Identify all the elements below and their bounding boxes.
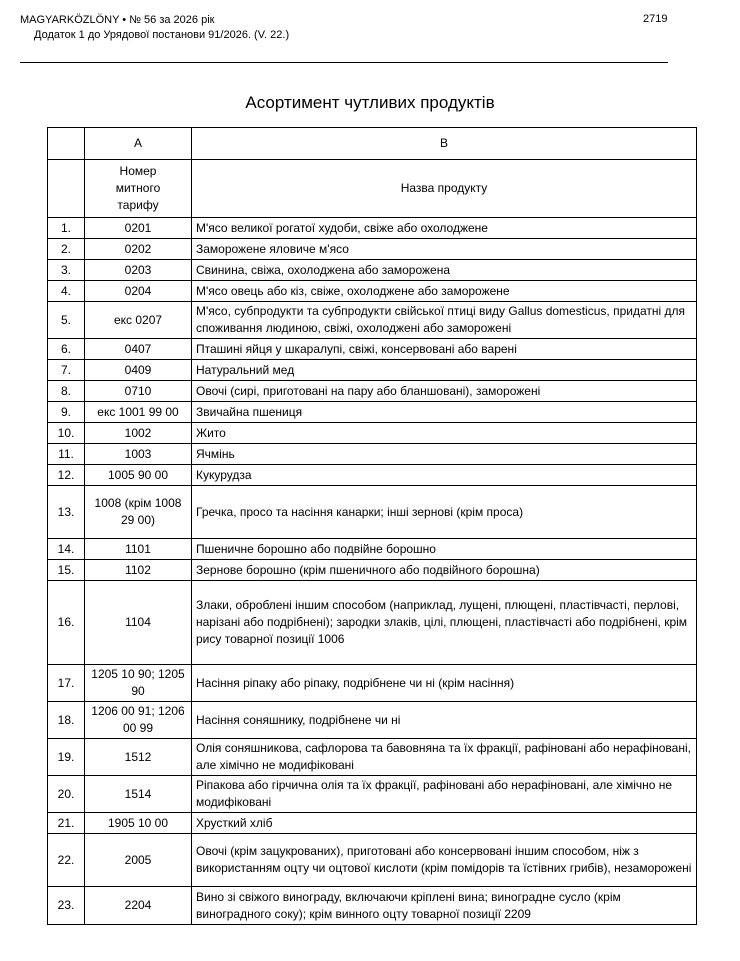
products-table bbox=[47, 127, 697, 925]
product-name: Насіння соняшнику, подрібнене чи ні bbox=[192, 702, 697, 739]
row-number: 23. bbox=[48, 887, 85, 925]
page-number: 2719 bbox=[643, 13, 668, 25]
tariff-code: 2005 bbox=[85, 834, 192, 887]
table-row bbox=[48, 560, 697, 581]
tariff-code: 1104 bbox=[85, 581, 192, 665]
tariff-code: 0203 bbox=[85, 260, 192, 281]
table-row bbox=[48, 539, 697, 560]
table-row bbox=[48, 339, 697, 360]
product-name: М'ясо, субпродукти та субпродукти свійської птиці виду Gallus domesticus, придатні для споживання людиною, свіжі, охолоджені або заморожені bbox=[192, 302, 697, 339]
tariff-code: 1514 bbox=[85, 776, 192, 813]
table-row bbox=[48, 302, 697, 339]
header-empty-cell bbox=[48, 128, 85, 160]
table-row bbox=[48, 486, 697, 539]
product-name: Натуральний мед bbox=[192, 360, 697, 381]
product-name: Олія соняшникова, сафлорова та бавовняна та їх фракції, рафіновані або нерафіновані, але хімічно не модифіковані bbox=[192, 739, 697, 776]
row-number: 12. bbox=[48, 465, 85, 486]
gazette-header bbox=[20, 13, 289, 43]
table-row bbox=[48, 813, 697, 834]
table-row bbox=[48, 581, 697, 665]
gazette-title: MAGYARKÖZLÖNY • № 56 за 2026 рік bbox=[20, 14, 215, 26]
product-name: Свинина, свіжа, охолоджена або заморожена bbox=[192, 260, 697, 281]
tariff-code: 2204 bbox=[85, 887, 192, 925]
tariff-code: 1008 (крім 1008 29 00) bbox=[85, 486, 192, 539]
tariff-code: 0407 bbox=[85, 339, 192, 360]
annex-reference: Додаток 1 до Урядової постанови 91/2026. (V. 22.) bbox=[34, 29, 290, 41]
product-name: Ріпакова або гірчична олія та їх фракції, рафіновані або нерафіновані, але хімічно не модифіковані bbox=[192, 776, 697, 813]
tariff-code: 0710 bbox=[85, 381, 192, 402]
row-number: 8. bbox=[48, 381, 85, 402]
column-header-row bbox=[48, 160, 697, 218]
table-row bbox=[48, 739, 697, 776]
row-number: 7. bbox=[48, 360, 85, 381]
product-name: Звичайна пшениця bbox=[192, 402, 697, 423]
product-name: Гречка, просо та насіння канарки; інші зернові (крім проса) bbox=[192, 486, 697, 539]
tariff-code: екс 1001 99 00 bbox=[85, 402, 192, 423]
tariff-code: 0202 bbox=[85, 239, 192, 260]
products-table-body bbox=[48, 128, 697, 925]
column-letter-row bbox=[48, 128, 697, 160]
row-number: 4. bbox=[48, 281, 85, 302]
row-number: 2. bbox=[48, 239, 85, 260]
tariff-code: 1512 bbox=[85, 739, 192, 776]
product-name: Пшеничне борошно або подвійне борошно bbox=[192, 539, 697, 560]
row-number: 17. bbox=[48, 665, 85, 702]
table-row bbox=[48, 776, 697, 813]
product-name: Вино зі свіжого винограду, включаючи кріплені вина; виноградне сусло (крім виноградного соку); крім винного оцту товарної позиції 2209 bbox=[192, 887, 697, 925]
table-row bbox=[48, 218, 697, 239]
table-row bbox=[48, 465, 697, 486]
row-number: 10. bbox=[48, 423, 85, 444]
tariff-code: 0204 bbox=[85, 281, 192, 302]
row-number: 14. bbox=[48, 539, 85, 560]
product-name: Зернове борошно (крім пшеничного або подвійного борошна) bbox=[192, 560, 697, 581]
row-number: 11. bbox=[48, 444, 85, 465]
product-name: Заморожене яловиче м'ясо bbox=[192, 239, 697, 260]
table-row bbox=[48, 834, 697, 887]
row-number: 19. bbox=[48, 739, 85, 776]
tariff-code: 1101 bbox=[85, 539, 192, 560]
row-number: 22. bbox=[48, 834, 85, 887]
tariff-code: 1206 00 91; 1206 00 99 bbox=[85, 702, 192, 739]
row-number: 3. bbox=[48, 260, 85, 281]
row-number: 13. bbox=[48, 486, 85, 539]
tariff-code: 1003 bbox=[85, 444, 192, 465]
row-number: 15. bbox=[48, 560, 85, 581]
product-name: Насіння ріпаку або ріпаку, подрібнене чи ні (крім насіння) bbox=[192, 665, 697, 702]
product-name: М'ясо великої рогатої худоби, свіже або охолоджене bbox=[192, 218, 697, 239]
row-number: 1. bbox=[48, 218, 85, 239]
column-a-letter: A bbox=[85, 128, 192, 160]
product-name-header: Назва продукту bbox=[192, 160, 697, 218]
row-number: 16. bbox=[48, 581, 85, 665]
tariff-code: 1205 10 90; 1205 90 bbox=[85, 665, 192, 702]
product-name: Жито bbox=[192, 423, 697, 444]
row-number: 18. bbox=[48, 702, 85, 739]
row-number: 21. bbox=[48, 813, 85, 834]
product-name: Пташині яйця у шкаралупі, свіжі, консервовані або варені bbox=[192, 339, 697, 360]
header-empty-cell bbox=[48, 160, 85, 218]
tariff-code: 1102 bbox=[85, 560, 192, 581]
row-number: 6. bbox=[48, 339, 85, 360]
product-name: Ячмінь bbox=[192, 444, 697, 465]
product-name: Кукурудза bbox=[192, 465, 697, 486]
product-name: М'ясо овець або кіз, свіже, охолоджене або заморожене bbox=[192, 281, 697, 302]
document-title: Асортимент чутливих продуктів bbox=[245, 93, 495, 112]
table-row bbox=[48, 360, 697, 381]
table-row bbox=[48, 887, 697, 925]
row-number: 9. bbox=[48, 402, 85, 423]
tariff-code: 0409 bbox=[85, 360, 192, 381]
row-number: 5. bbox=[48, 302, 85, 339]
table-row bbox=[48, 381, 697, 402]
table-row bbox=[48, 281, 697, 302]
tariff-code: 1002 bbox=[85, 423, 192, 444]
table-row bbox=[48, 239, 697, 260]
table-row bbox=[48, 423, 697, 444]
product-name: Злаки, оброблені іншим способом (наприклад, лущені, плющені, пластівчасті, перлові, нарізані або подрібнені); зародки злаків, цілі, плющені, пластівчасті або подрібнені, крім рису товарної позиції 1006 bbox=[192, 581, 697, 665]
column-b-letter: B bbox=[192, 128, 697, 160]
header-divider bbox=[20, 62, 668, 63]
table-row bbox=[48, 260, 697, 281]
product-name: Хрусткий хліб bbox=[192, 813, 697, 834]
tariff-number-header: Номер митного тарифу bbox=[85, 160, 192, 218]
tariff-code: 1005 90 00 bbox=[85, 465, 192, 486]
row-number: 20. bbox=[48, 776, 85, 813]
tariff-code: екс 0207 bbox=[85, 302, 192, 339]
product-name: Овочі (сирі, приготовані на пару або бланшовані), заморожені bbox=[192, 381, 697, 402]
table-row bbox=[48, 402, 697, 423]
table-row bbox=[48, 702, 697, 739]
tariff-code: 0201 bbox=[85, 218, 192, 239]
table-row bbox=[48, 444, 697, 465]
tariff-code: 1905 10 00 bbox=[85, 813, 192, 834]
table-row bbox=[48, 665, 697, 702]
product-name: Овочі (крім зацукрованих), приготовані або консервовані іншим способом, ніж з використанням оцту чи оцтової кислоти (крім помідорів та їстівних грибів), незаморожені bbox=[192, 834, 697, 887]
